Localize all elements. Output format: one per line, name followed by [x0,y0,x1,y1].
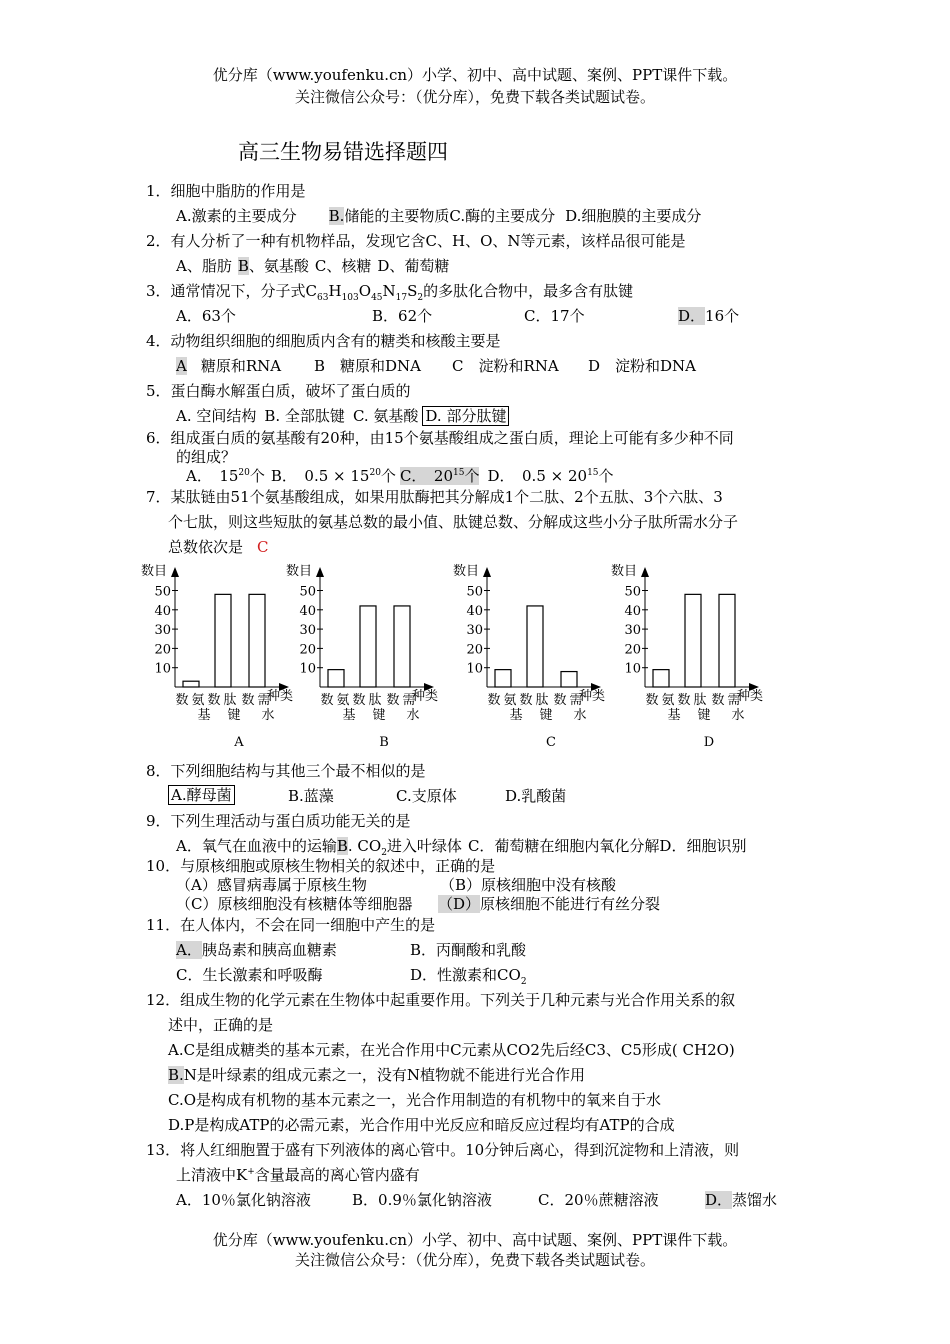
chart-d-cat-bottom-1: 基 [667,708,681,723]
q13-option-a: A．10％氯化钠溶液 [176,1191,311,1209]
chart-c-bar-2 [527,606,543,687]
chart-b-cat-top-2: 氨 [336,693,350,708]
q2-option-d: D、葡萄糖 [377,257,450,275]
q2-answer-key: B [237,257,249,275]
chart-d-title: D [703,735,715,750]
chart-d-cat-top-5: 数 [711,693,725,708]
chart-b-tick-label-50: 50 [299,584,316,600]
q13-stem-1: 13．将人红细胞置于盛有下列液体的离心管中。10分钟后离心，得到沉淀物和上清液，则 [146,1141,740,1159]
chart-b-cat-top-1: 数 [320,693,334,708]
chart-b-bar-1 [328,670,344,687]
q9-option-d: D．细胞识别 [659,837,747,855]
q6-option-b: B． $0.5 \times 15^{20}$个 [270,467,396,485]
chart-c-cat-top-6: 需 [569,693,583,708]
chart-a-bar-2 [215,594,231,687]
chart-a-ylabel: 数目 [141,564,168,579]
q10-stem: 10．与原核细胞或原核生物相关的叙述中，正确的是 [146,857,496,875]
chart-d-bar-1 [653,670,669,687]
chart-b-ylabel: 数目 [286,564,313,579]
q2-option-a: A、脂肪 [176,257,232,275]
chart-a-bar-1 [183,681,199,687]
q3-option-d: D．16个 [678,307,740,325]
q4-option-b: B 糖原和DNA [314,357,422,375]
chart-c-tick-label-20: 20 [466,642,483,658]
q9-answer-key: B [336,837,348,855]
chart-a-cat-bottom-1: 基 [197,708,211,723]
chart-c-cat-top-4: 肽 [535,693,549,708]
q1-stem: 1．细胞中脂肪的作用是 [146,182,306,200]
q5-options [176,405,509,426]
q2-option-b: 、氨基酸 [248,257,309,275]
chart-a-tick-label-40: 40 [154,603,171,619]
chart-c-ylabel: 数目 [453,564,480,579]
q7-charts [0,555,950,760]
chart-b-cat-top-3: 数 [352,693,366,708]
q1-answer-key: B. [328,207,345,225]
q2-options [176,255,449,276]
q10-answer-key: （D） [438,895,481,913]
q9-option-b: . $CO_2$进入叶绿体 [347,837,462,858]
chart-a-cat-top-3: 数 [207,693,221,708]
chart-b-cat-top-6: 需 [402,693,416,708]
q4-stem: 4．动物组织细胞的细胞质内含有的糖类和核酸主要是 [146,332,501,350]
chart-b-cat-bottom-2: 键 [372,708,386,723]
q1-options [176,205,701,226]
q7-stem-1: 7．某肽链由51个氨基酸组成，如果用肽酶把其分解成1个二肽、2个五肽、3个六肽、3 [146,488,723,506]
chart-d-cat-top-2: 氨 [661,693,675,708]
chart-b-bar-2 [360,606,376,687]
chart-a-cat-bottom-3: 水 [261,708,275,723]
q5-option-c: C. 氨基酸 [352,407,419,425]
chart-c-cat-top-3: 数 [519,693,533,708]
q4-option-c: C 淀粉和RNA [452,357,559,375]
q11-option-a: A．胰岛素和胰高血糖素 [176,941,337,959]
chart-b-cat-bottom-1: 基 [342,708,356,723]
q3-option-b: B．62个 [372,307,433,325]
q8-option-a-answer: A.酵母菌 [168,784,235,805]
q2-option-c: C、核糖 [314,257,372,275]
chart-b-y-arrow [316,567,324,577]
q12-option-d: D.P是构成ATP的必需元素，光合作用中光反应和暗反应过程均有ATP的合成 [168,1116,675,1134]
chart-c-cat-top-5: 数 [553,693,567,708]
header-line-1: 优分库（www.youfenku.cn）小学、初中、高中试题、案例、PPT课件下载。 [212,66,738,84]
chart-a-cat-top-4: 肽 [223,693,237,708]
q6-stem-2: 的组成？ [176,448,237,466]
chart-d-cat-top-1: 数 [645,693,659,708]
chart-a-y-arrow [171,567,179,577]
footer-line-1: 优分库（www.youfenku.cn）小学、初中、高中试题、案例、PPT课件下载。 [212,1231,738,1249]
chart-a-cat-top-5: 数 [241,693,255,708]
q6-stem-1: 6．组成蛋白质的氨基酸有20种，由15个氨基酸组成之蛋白质，理论上可能有多少种不同 [146,429,734,447]
q6-option-c-answer: C． $20^{15}$个 [399,467,480,485]
q9-options [176,835,746,856]
chart-a-cat-bottom-2: 键 [227,708,241,723]
chart-d-xlabel: 种类 [737,689,764,704]
chart-c-tick-label-50: 50 [466,584,483,600]
q5-stem: 5．蛋白酶水解蛋白质，破坏了蛋白质的 [146,382,411,400]
q7-stem-2: 个七肽，则这些短肽的氨基总数的最小值、肽键总数、分解成这些小分子肽所需水分子 [168,513,739,531]
q6-options [186,465,614,486]
chart-a-tick-label-20: 20 [154,642,171,658]
chart-a-bar-3 [249,594,265,687]
chart-c-cat-top-1: 数 [487,693,501,708]
q3-option-c: C．17个 [524,307,585,325]
chart-c-cat-bottom-1: 基 [509,708,523,723]
page-title: 高三生物易错选择题四 [238,140,448,164]
q8-option-d: D.乳酸菌 [505,787,567,805]
q5-option-d-answer: D. 部分肽键 [422,406,509,426]
chart-a-cat-top-2: 氨 [191,693,205,708]
chart-d-cat-bottom-3: 水 [731,708,745,723]
q8-option-b: B.蓝藻 [288,787,334,805]
chart-b-xlabel: 种类 [412,689,439,704]
q13-option-b: B．0.9％氯化钠溶液 [352,1191,492,1209]
q11-option-c: C．生长激素和呼吸酶 [176,966,323,984]
q10-option-a: （A）感冒病毒属于原核生物 [176,876,367,894]
chart-b-tick-label-30: 30 [299,623,316,639]
chart-a-tick-label-30: 30 [154,623,171,639]
chart-c-bar-1 [495,670,511,687]
q12-answer-key: B. [168,1066,184,1084]
chart-a-xlabel: 种类 [267,689,294,704]
q6-option-a: A． $15^{20}$个 [186,467,265,485]
q11-stem: 11．在人体内，不会在同一细胞中产生的是 [146,916,436,934]
chart-a-tick-label-50: 50 [154,584,171,600]
q12-option-a: A.C是组成糖类的基本元素，在光合作用中C元素从CO2先后经C3、C5形成( CH2O) [168,1041,735,1059]
q2-stem: 2．有人分析了一种有机物样品，发现它含C、H、O、N等元素，该样品很可能是 [146,232,686,250]
chart-d-cat-top-4: 肽 [693,693,707,708]
chart-d-tick-label-20: 20 [624,642,641,658]
q10-option-b: （B）原核细胞中没有核酸 [440,876,617,894]
chart-c-title: C [546,735,556,750]
q4-answer-key: A [176,357,187,375]
q9-option-c: C．葡萄糖在细胞内氧化分解 [467,837,660,855]
q13-answer-key: D． [705,1191,733,1209]
chart-c-y-arrow [483,567,491,577]
chart-d-tick-label-30: 30 [624,623,641,639]
q5-option-a: A. 空间结构 [176,407,257,425]
chart-b-tick-label-20: 20 [299,642,316,658]
chart-c-tick-label-10: 10 [466,661,483,677]
chart-c-cat-top-2: 氨 [503,693,517,708]
chart-d-cat-top-6: 需 [727,693,741,708]
q3-answer-key: D． [678,307,706,325]
chart-b-title: B [379,735,389,750]
chart-a-cat-top-6: 需 [257,693,271,708]
q13-stem-2: 上清液中K+含量最高的离心管内盛有 [176,1166,420,1184]
chart-d-tick-label-10: 10 [624,661,641,677]
q12-option-b: B.N是叶绿素的组成元素之一，没有N植物就不能进行光合作用 [168,1066,586,1084]
chart-c-tick-label-30: 30 [466,623,483,639]
q11-option-b: B．丙酮酸和乳酸 [410,941,527,959]
chart-d-ylabel: 数目 [611,564,638,579]
q1-option-a: A.激素的主要成分 [176,207,297,225]
chart-a-cat-top-1: 数 [175,693,189,708]
chart-a-title: A [234,735,244,750]
q11-answer-key: A． [176,941,202,959]
chart-d-cat-top-3: 数 [677,693,691,708]
q3-stem: 3．通常情况下，分子式$C_{63}H_{103}O_{45}N_{17}S_2$的多肽化合物中，最多含有肽键 [146,282,634,303]
q4-option-a: A 糖原和RNA [176,357,282,375]
chart-b-cat-top-4: 肽 [368,693,382,708]
q11-option-d: D．性激素和$CO_2$ [410,966,527,987]
header-line-2: 关注微信公众号：（优分库），免费下载各类试题试卷。 [294,88,655,106]
q8-option-c: C.支原体 [396,787,457,805]
q7-stem-3: 总数依次是 C [168,538,269,556]
footer-line-2: 关注微信公众号：（优分库），免费下载各类试题试卷。 [294,1251,655,1269]
chart-d-tick-label-40: 40 [624,603,641,619]
chart-d-bar-3 [719,594,735,687]
q3-option-a: A．63个 [176,307,236,325]
chart-a-tick-label-10: 10 [154,661,171,677]
chart-b-cat-top-5: 数 [386,693,400,708]
chart-b-bar-3 [394,606,410,687]
q9-stem: 9．下列生理活动与蛋白质功能无关的是 [146,812,411,830]
chart-c-tick-label-40: 40 [466,603,483,619]
chart-d-bar-2 [685,594,701,687]
q1-option-c: C.酶的主要成分 [449,207,556,225]
q12-stem-2: 述中，正确的是 [168,1016,274,1034]
chart-d-cat-bottom-2: 键 [697,708,711,723]
chart-b-tick-label-40: 40 [299,603,316,619]
q7-answer: C [257,538,269,556]
q9-option-a: A．氧气在血液中的运输 [176,837,337,855]
q4-option-d: D 淀粉和DNA [588,357,697,375]
q13-option-d: D．蒸馏水 [705,1191,778,1209]
q8-stem: 8．下列细胞结构与其他三个最不相似的是 [146,762,426,780]
chart-b-tick-label-10: 10 [299,661,316,677]
chart-c-cat-bottom-2: 键 [539,708,553,723]
chart-d-tick-label-50: 50 [624,584,641,600]
chart-d-y-arrow [641,567,649,577]
q1-option-d: D.细胞膜的主要成分 [565,207,702,225]
q13-option-c: C．20％蔗糖溶液 [538,1191,659,1209]
chart-c-xlabel: 种类 [579,689,606,704]
q1-option-b: 储能的主要物质 [344,207,450,225]
chart-b-cat-bottom-3: 水 [406,708,420,723]
q10-option-d: （D）原核细胞不能进行有丝分裂 [438,895,661,913]
q12-stem-1: 12．组成生物的化学元素在生物体中起重要作用。下列关于几种元素与光合作用关系的叙 [146,991,736,1009]
chart-c-cat-bottom-3: 水 [573,708,587,723]
q10-option-c: （C）原核细胞没有核糖体等细胞器 [176,895,413,913]
q12-option-c: C.O是构成有机物的基本元素之一，光合作用制造的有机物中的氧来自于水 [168,1091,662,1109]
q6-option-d: D． $0.5 \times 20^{15}$个 [487,467,614,485]
q5-option-b: B. 全部肽键 [264,407,345,425]
chart-c-bar-3 [561,672,577,687]
